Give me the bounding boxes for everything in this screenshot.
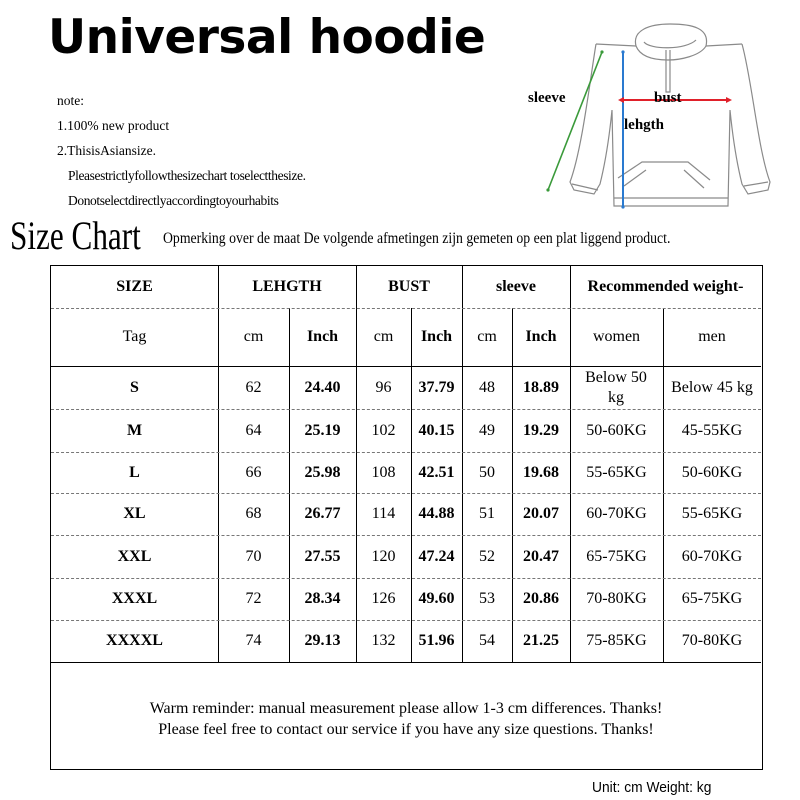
cell-women: 70-80KG — [586, 590, 647, 607]
cell-sleeve-inch: 18.89 — [523, 378, 559, 396]
notes-heading: note: — [57, 93, 84, 108]
bust-label: bust — [654, 90, 682, 106]
cell-length-cm: 72 — [245, 590, 262, 607]
cell-women: 55-65KG — [586, 463, 647, 481]
subheader-women: women — [592, 328, 641, 345]
cell-bust-inch: 49.60 — [418, 590, 455, 607]
cell-sleeve-cm: 53 — [479, 590, 495, 607]
cell-bust-inch: 37.79 — [418, 378, 455, 396]
cell-men: 70-80KG — [681, 632, 743, 649]
table-row — [51, 452, 761, 493]
cell-bust-inch: 51.96 — [418, 632, 455, 649]
table-row — [51, 493, 761, 535]
cell-length-inch: 27.55 — [304, 547, 341, 565]
cell-men: 65-75KG — [681, 590, 743, 607]
subheader-bust-inch: Inch — [420, 328, 453, 345]
cell-women: 75-85KG — [586, 632, 647, 649]
cell-size: XXL — [117, 547, 152, 565]
sleeve-label: sleeve — [528, 90, 566, 106]
subheader-sleeve-inch: Inch — [525, 328, 557, 345]
cell-length-inch: 24.40 — [304, 378, 341, 396]
cell-length-inch: 25.98 — [304, 463, 341, 481]
cell-length-inch: 29.13 — [304, 632, 341, 649]
header-weight: Recommended weight- — [587, 278, 744, 295]
header-length: LEHGTH — [252, 278, 322, 295]
reminder-line: Warm reminder: manual measurement please allow 1-3 cm differences. Thanks! — [149, 700, 663, 717]
cell-bust-inch: 42.51 — [418, 463, 455, 481]
table-row — [51, 409, 761, 452]
cell-size: XXXXL — [106, 632, 163, 649]
subheader-sleeve-cm: cm — [477, 328, 497, 345]
cell-men: 45-55KG — [681, 421, 743, 439]
cell-size: L — [129, 463, 140, 481]
table-row — [51, 620, 761, 662]
cell-men: 60-70KG — [681, 547, 743, 565]
cell-sleeve-cm: 52 — [479, 547, 495, 565]
hoodie-icon — [520, 10, 800, 210]
cell-length-cm: 62 — [245, 378, 262, 396]
cell-bust-inch: 47.24 — [418, 547, 455, 565]
cell-sleeve-inch: 19.29 — [523, 421, 559, 439]
cell-sleeve-cm: 48 — [479, 378, 495, 396]
cell-men: 55-65KG — [681, 505, 743, 522]
note-line: Donotselectdirectlyaccordingtoyourhabits — [68, 193, 279, 208]
hoodie-measurement-diagram — [520, 10, 800, 210]
reminder — [51, 698, 761, 740]
page-title: Universal hoodie — [48, 10, 486, 65]
subheader-tag: Tag — [122, 328, 147, 345]
size-chart-table — [50, 265, 763, 770]
subheader-length-cm: cm — [243, 328, 264, 345]
cell-size: M — [126, 421, 143, 439]
subheader-length-inch: Inch — [306, 328, 339, 345]
subheader-bust-cm: cm — [373, 328, 394, 345]
cell-bust-cm: 120 — [371, 547, 396, 565]
cell-bust-cm: 96 — [375, 378, 392, 396]
cell-bust-cm: 102 — [371, 421, 396, 439]
cell-sleeve-cm: 50 — [479, 463, 495, 481]
note-line: 2.ThisisAsiansize. — [57, 143, 156, 158]
cell-sleeve-cm: 51 — [479, 505, 495, 522]
cell-men: 50-60KG — [681, 463, 743, 481]
cell-length-cm: 74 — [245, 632, 262, 649]
cell-women: Below 50 kg — [585, 368, 647, 406]
cell-bust-inch: 44.88 — [418, 505, 455, 522]
cell-sleeve-inch: 21.25 — [523, 632, 559, 649]
cell-bust-cm: 114 — [371, 505, 396, 522]
subheader-men: men — [698, 328, 726, 345]
cell-bust-cm: 126 — [371, 590, 396, 607]
reminder-line: Please feel free to contact our service if you have any size questions. Thanks! — [158, 721, 654, 738]
header-bust: BUST — [388, 278, 430, 295]
cell-men: Below 45 kg — [671, 378, 753, 396]
cell-size: S — [130, 378, 139, 396]
cell-sleeve-cm: 49 — [479, 421, 495, 439]
cell-sleeve-inch: 20.86 — [523, 590, 559, 607]
cell-length-cm: 70 — [245, 547, 262, 565]
cell-sleeve-inch: 20.47 — [523, 547, 559, 565]
cell-length-inch: 25.19 — [304, 421, 341, 439]
cell-size: XXXL — [111, 590, 158, 607]
cell-length-inch: 28.34 — [304, 590, 341, 607]
size-chart-title: Size Chart — [10, 213, 141, 258]
cell-women: 65-75KG — [586, 547, 647, 565]
cell-size: XL — [123, 505, 146, 522]
cell-sleeve-inch: 19.68 — [523, 463, 559, 481]
header-sleeve: sleeve — [496, 278, 536, 295]
size-chart-subtitle: Opmerking over de maat De volgende afmetingen zijn gemeten op een plat liggend product. — [163, 230, 671, 247]
cell-length-inch: 26.77 — [304, 505, 341, 522]
cell-women: 60-70KG — [586, 505, 647, 522]
cell-sleeve-cm: 54 — [479, 632, 495, 649]
note-line: 1.100% new product — [57, 118, 170, 133]
cell-sleeve-inch: 20.07 — [523, 505, 559, 522]
cell-length-cm: 64 — [245, 421, 262, 439]
note-line: Pleasestrictlyfollowthesizechart toselectthesize. — [68, 168, 306, 183]
table-row — [51, 535, 761, 578]
cell-bust-cm: 132 — [371, 632, 396, 649]
cell-women: 50-60KG — [586, 421, 647, 439]
unit-note: Unit: cm Weight: kg — [592, 779, 712, 796]
cell-bust-inch: 40.15 — [418, 421, 455, 439]
length-label: lehgth — [624, 117, 665, 133]
cell-length-cm: 66 — [245, 463, 262, 481]
cell-bust-cm: 108 — [371, 463, 396, 481]
table-row — [51, 366, 761, 409]
header-size: SIZE — [116, 278, 153, 295]
divider — [51, 662, 761, 663]
notes — [57, 88, 306, 213]
cell-length-cm: 68 — [245, 505, 262, 522]
table-row — [51, 578, 761, 620]
